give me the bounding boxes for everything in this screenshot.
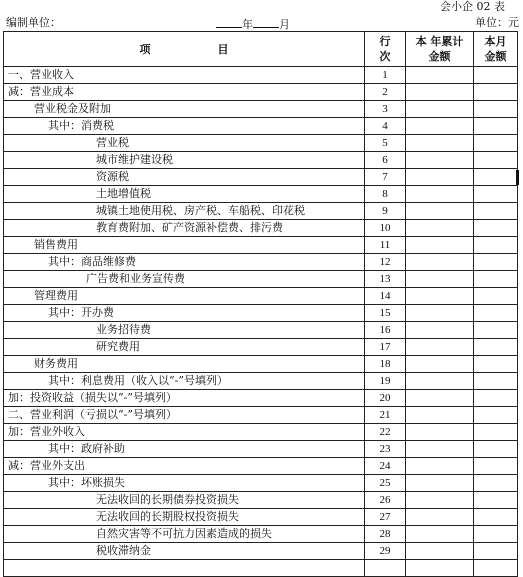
row-month-amount-cell[interactable] [474, 492, 518, 509]
row-item-label: 税收滞纳金 [4, 543, 365, 560]
row-item-label: 城镇土地使用税、房产税、车船税、印花税 [4, 203, 365, 220]
row-item-label: 一、营业收入 [4, 67, 365, 84]
row-item-label: 其中：开办费 [4, 305, 365, 322]
row-line-number: 29 [365, 543, 406, 560]
row-ytd-amount-cell[interactable] [406, 101, 474, 118]
row-item-label: 加：营业外收入 [4, 424, 365, 441]
row-line-number: 4 [365, 118, 406, 135]
row-ytd-amount-cell[interactable] [406, 373, 474, 390]
month-blank[interactable] [253, 16, 279, 28]
currency-unit-label: 单位：元 [475, 16, 519, 29]
row-ytd-amount-cell[interactable] [406, 186, 474, 203]
table-row [4, 322, 518, 339]
reporting-entity-label: 编制单位： [6, 16, 61, 29]
row-line-number: 28 [365, 526, 406, 543]
table-row [4, 254, 518, 271]
table-row [4, 203, 518, 220]
row-item-label: 城市维护建设税 [4, 152, 365, 169]
row-month-amount-cell[interactable] [474, 203, 518, 220]
row-month-amount-cell[interactable] [474, 118, 518, 135]
table-row [4, 509, 518, 526]
row-item-label: 研究费用 [4, 339, 365, 356]
row-ytd-amount-cell[interactable] [406, 526, 474, 543]
row-ytd-amount-cell[interactable] [406, 203, 474, 220]
row-line-number: 6 [365, 152, 406, 169]
row-month-amount-cell[interactable] [474, 271, 518, 288]
header-ytd-label: 本 年累计金额 [415, 35, 464, 63]
row-line-number: 10 [365, 220, 406, 237]
table-row [4, 101, 518, 118]
row-ytd-amount-cell[interactable] [406, 288, 474, 305]
header-seq [365, 32, 406, 67]
row-line-number: 26 [365, 492, 406, 509]
row-item-label: 其中：坏账损失 [4, 475, 365, 492]
header-item: 项 目 [4, 32, 365, 67]
row-month-amount-cell[interactable] [474, 390, 518, 407]
row-line-number: 17 [365, 339, 406, 356]
cursor-mark [516, 170, 519, 185]
table-row [4, 237, 518, 254]
row-ytd-amount-cell[interactable] [406, 305, 474, 322]
row-ytd-amount-cell[interactable] [406, 322, 474, 339]
table-row [4, 220, 518, 237]
row-item-label: 无法收回的长期债券投资损失 [4, 492, 365, 509]
report-period [216, 16, 290, 32]
table-row [4, 356, 518, 373]
row-ytd-amount-cell[interactable] [406, 339, 474, 356]
row-month-amount-cell[interactable] [474, 237, 518, 254]
row-item-label: 营业税 [4, 135, 365, 152]
row-line-number: 16 [365, 322, 406, 339]
row-ytd-amount-cell[interactable] [406, 254, 474, 271]
row-line-number: 25 [365, 475, 406, 492]
row-line-number: 21 [365, 407, 406, 424]
row-ytd-amount-cell[interactable] [406, 220, 474, 237]
row-month-amount-cell[interactable] [474, 305, 518, 322]
header-ytd [406, 32, 474, 67]
row-line-number: 13 [365, 271, 406, 288]
table-row [4, 543, 518, 560]
row-item-label: 资源税 [4, 169, 365, 186]
row-ytd-amount-cell[interactable] [406, 407, 474, 424]
row-ytd-amount-cell[interactable] [406, 169, 474, 186]
row-item-label: 业务招待费 [4, 322, 365, 339]
report-meta-row [6, 16, 519, 30]
row-month-amount-cell[interactable] [474, 254, 518, 271]
table-row [4, 271, 518, 288]
row-ytd-amount-cell[interactable] [406, 271, 474, 288]
row-line-number: 14 [365, 288, 406, 305]
row-line-number: 22 [365, 424, 406, 441]
row-item-label: 销售费用 [4, 237, 365, 254]
row-line-number: 27 [365, 509, 406, 526]
row-ytd-amount-cell[interactable] [406, 543, 474, 560]
income-statement-table [3, 31, 518, 577]
row-ytd-amount-cell[interactable] [406, 492, 474, 509]
row-line-number: 15 [365, 305, 406, 322]
form-code: 会小企 02 表 [440, 0, 505, 13]
table-row [4, 492, 518, 509]
row-ytd-amount-cell[interactable] [406, 118, 474, 135]
row-item-label: 减：营业成本 [4, 84, 365, 101]
header-seq-label: 行次 [379, 35, 391, 63]
row-ytd-amount-cell[interactable] [406, 424, 474, 441]
row-month-amount-cell[interactable] [474, 441, 518, 458]
row-month-amount-cell[interactable] [474, 543, 518, 560]
row-month-amount-cell[interactable] [474, 560, 518, 577]
row-month-amount-cell[interactable] [474, 169, 518, 186]
row-month-amount-cell[interactable] [474, 220, 518, 237]
table-row [4, 339, 518, 356]
table-row [4, 288, 518, 305]
table-row [4, 407, 518, 424]
row-item-label [4, 560, 365, 577]
row-month-amount-cell[interactable] [474, 84, 518, 101]
table-row [4, 67, 518, 84]
table-row [4, 84, 518, 101]
year-blank[interactable] [216, 16, 242, 28]
row-item-label: 其中：商品维修费 [4, 254, 365, 271]
table-row [4, 441, 518, 458]
row-month-amount-cell[interactable] [474, 67, 518, 84]
row-item-label: 土地增值税 [4, 186, 365, 203]
row-month-amount-cell[interactable] [474, 288, 518, 305]
row-item-label: 其中：利息费用（收入以“-”号填列） [4, 373, 365, 390]
row-item-label: 减：营业外支出 [4, 458, 365, 475]
row-item-label: 无法收回的长期股权投资损失 [4, 509, 365, 526]
row-item-label: 营业税金及附加 [4, 101, 365, 118]
table-row [4, 373, 518, 390]
row-month-amount-cell[interactable] [474, 373, 518, 390]
row-month-amount-cell[interactable] [474, 526, 518, 543]
row-month-amount-cell[interactable] [474, 186, 518, 203]
row-line-number: 1 [365, 67, 406, 84]
table-row [4, 475, 518, 492]
row-item-label: 教育费附加、矿产资源补偿费、排污费 [4, 220, 365, 237]
row-line-number: 5 [365, 135, 406, 152]
row-ytd-amount-cell[interactable] [406, 458, 474, 475]
row-ytd-amount-cell[interactable] [406, 84, 474, 101]
row-month-amount-cell[interactable] [474, 509, 518, 526]
table-row [4, 186, 518, 203]
table-row [4, 169, 518, 186]
row-item-label: 其中：政府补助 [4, 441, 365, 458]
row-line-number: 18 [365, 356, 406, 373]
year-label: 年 [242, 18, 253, 31]
row-item-label: 二、营业利润（亏损以“-”号填列） [4, 407, 365, 424]
row-month-amount-cell[interactable] [474, 135, 518, 152]
table-row [4, 390, 518, 407]
row-line-number: 12 [365, 254, 406, 271]
row-ytd-amount-cell[interactable] [406, 356, 474, 373]
row-month-amount-cell[interactable] [474, 101, 518, 118]
table-row [4, 458, 518, 475]
row-ytd-amount-cell[interactable] [406, 475, 474, 492]
row-ytd-amount-cell[interactable] [406, 509, 474, 526]
row-item-label: 管理费用 [4, 288, 365, 305]
row-ytd-amount-cell[interactable] [406, 560, 474, 577]
row-line-number: 20 [365, 390, 406, 407]
row-month-amount-cell[interactable] [474, 322, 518, 339]
row-ytd-amount-cell[interactable] [406, 441, 474, 458]
row-month-amount-cell[interactable] [474, 339, 518, 356]
row-item-label: 加：投资收益（损失以“-”号填列） [4, 390, 365, 407]
row-item-label: 自然灾害等不可抗力因素造成的损失 [4, 526, 365, 543]
row-line-number: 8 [365, 186, 406, 203]
row-month-amount-cell[interactable] [474, 424, 518, 441]
table-row [4, 526, 518, 543]
row-line-number: 7 [365, 169, 406, 186]
row-ytd-amount-cell[interactable] [406, 390, 474, 407]
table-row [4, 118, 518, 135]
table-row [4, 135, 518, 152]
row-line-number: 9 [365, 203, 406, 220]
header-month [474, 32, 518, 67]
row-item-label: 其中：消费税 [4, 118, 365, 135]
row-ytd-amount-cell[interactable] [406, 67, 474, 84]
row-line-number: 3 [365, 101, 406, 118]
row-line-number: 23 [365, 441, 406, 458]
row-item-label: 广告费和业务宣传费 [4, 271, 365, 288]
table-header-row [4, 32, 518, 67]
row-month-amount-cell[interactable] [474, 407, 518, 424]
row-line-number [365, 560, 406, 577]
row-ytd-amount-cell[interactable] [406, 152, 474, 169]
table-body [4, 67, 518, 577]
row-month-amount-cell[interactable] [474, 152, 518, 169]
row-ytd-amount-cell[interactable] [406, 135, 474, 152]
row-month-amount-cell[interactable] [474, 475, 518, 492]
row-line-number: 11 [365, 237, 406, 254]
row-item-label: 财务费用 [4, 356, 365, 373]
row-month-amount-cell[interactable] [474, 458, 518, 475]
row-month-amount-cell[interactable] [474, 356, 518, 373]
row-line-number: 24 [365, 458, 406, 475]
table-row [4, 305, 518, 322]
row-line-number: 2 [365, 84, 406, 101]
row-ytd-amount-cell[interactable] [406, 237, 474, 254]
table-row [4, 152, 518, 169]
row-line-number: 19 [365, 373, 406, 390]
table-row [4, 560, 518, 577]
table-row [4, 424, 518, 441]
month-label: 月 [279, 18, 290, 31]
header-month-label: 本月金额 [484, 35, 507, 63]
